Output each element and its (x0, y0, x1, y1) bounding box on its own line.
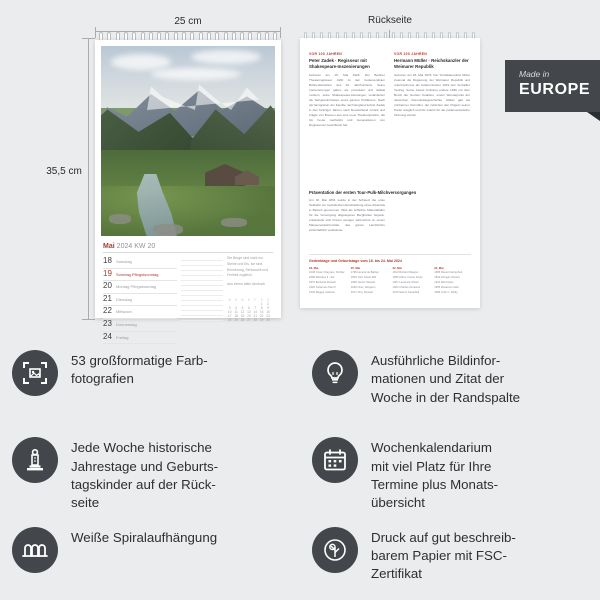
calendar-year: 2024 (116, 243, 133, 250)
calendar-day-number: 20 (103, 281, 112, 291)
height-dimension-label (34, 166, 94, 177)
anniversary-dates-title: Gedenktage und Geburtstage vom 18. bis 24. Mai 2024 (309, 259, 402, 263)
photo-rock (153, 224, 183, 235)
height-dimension (40, 38, 100, 320)
calendar-quote-text: Die Berge sind nicht nur Steine und Eis, sie sind Erinnerung, Sehnsucht und Freiheit zugleich. (227, 256, 269, 278)
mini-month-day[interactable]: 12 (240, 310, 245, 314)
mini-month-day[interactable]: 17 (227, 314, 232, 318)
mini-month-day[interactable]: 21 (253, 314, 258, 318)
anniversary-date-column (393, 266, 430, 296)
anniversary-date-heading: 22. Mai (392, 266, 402, 270)
mini-month-day[interactable]: 23 (266, 314, 270, 318)
feature-item (312, 336, 600, 423)
calendar-icon (312, 437, 358, 483)
height-tick-bottom (82, 319, 95, 320)
width-dimension-label (95, 16, 281, 27)
mini-month-weekday: S (260, 298, 263, 302)
calendar-week-note: KW 20 (134, 243, 156, 250)
mini-month-day[interactable]: 1 (260, 302, 263, 306)
anniversary-date-entry: 1946 Reggie Jackson (309, 290, 335, 294)
calendar-day-number: 18 (103, 256, 112, 265)
mini-month-day[interactable]: 15 (259, 310, 264, 314)
feature-text: Jede Woche historische Jahrestage und Geburts- tagskinder auf der Rück- seite (71, 440, 219, 511)
calendar-day-weekday: Freitag (116, 334, 129, 340)
feature-text: Wochenkalendarium mit viel Platz für Ihre Termine plus Monats- übersicht (371, 440, 499, 511)
anniversary-date-heading: 24. Mai (434, 266, 444, 270)
feature-text: 53 großformatige Farb- fotografien (71, 353, 208, 387)
feature-text: Weiße Spiralaufhängung (71, 529, 218, 545)
anniversary-date-entry: 1920 Johannes Paul II. (309, 285, 337, 289)
calendar-quote-source: Aus einem alten Almbuch (227, 282, 266, 287)
photo-cloud (111, 54, 171, 70)
calendar-day-number: 19 (103, 268, 112, 278)
calendar-front-page (95, 40, 281, 341)
height-tick-top (82, 38, 95, 39)
calendar-month-name: Mai (103, 243, 115, 250)
calendar-day-number: 23 (103, 318, 112, 328)
anniversary-date-entry: 1907 Laurence Olivier (392, 281, 419, 285)
mini-month-day[interactable]: 11 (234, 310, 238, 314)
article-kicker: VOR 100 JAHREN (394, 52, 428, 56)
calendar-day-weekday: Sonntag Pfingstsonntag (116, 271, 159, 277)
mini-month-day[interactable]: 4 (235, 306, 237, 310)
anniversary-date-entry: 1941 Bob Dylan (434, 281, 454, 285)
calendar-day-weekday: Mittwoch (116, 309, 132, 315)
spiral-binding-icon (12, 527, 58, 573)
anniversary-date-entry: 1965 John C. Reilly (434, 290, 458, 294)
calendar-day-row[interactable] (103, 281, 177, 294)
feature-list (0, 332, 600, 600)
mini-month-day[interactable]: 14 (253, 310, 258, 314)
anniversary-date-entry: 1813 Richard Wagner (392, 271, 419, 275)
calendar-photo (101, 46, 275, 236)
photo-rock (109, 214, 131, 224)
mini-month-day[interactable]: 16 (266, 310, 270, 314)
anniversary-date-entry: 1872 Bertrand Russell (309, 281, 336, 285)
mini-month-weekday: M (241, 298, 244, 302)
lower-article-headline: Präsentation der ersten Tour-Pulk-Milchversorgungen (309, 190, 417, 195)
anniversary-date-column (434, 266, 471, 296)
back-page-columns (309, 52, 471, 133)
calendar-day-number: 24 (103, 331, 112, 341)
anniversary-date-column (309, 266, 346, 296)
calendar-day-list (103, 256, 177, 344)
anniversary-dates-box (309, 254, 471, 296)
feature-text: Ausführliche Bildinfor- mationen und Zitat der Woche in der Randspalte (371, 353, 521, 405)
article-body: Geboren am 19. Mai 1926. Der Berliner Theaterregisseur zählt zu den bedeutendsten Bühnenkünstlern des 20. Jahrhunderts. Seine Inszenierungen galten als provokant und radikal modern, seine Shakespeare-Deutungen veränderten die Sehgewohnheiten eines ganzen Publikums. Nach der Emigration der Familie nach England kehrte Zadek in den fünfziger Jahren nach Deutschland zurück und prägte von Bremen aus eine neue Theatersprache, die bis heute nachwirkt und Generationen von Regisseuren beeinflusst hat. (309, 72, 385, 127)
calendar-day-row[interactable] (103, 319, 177, 332)
lightbulb-icon (312, 350, 358, 396)
badge-fold-corner (587, 112, 600, 121)
feature-item (12, 336, 300, 423)
back-lower-article (309, 190, 471, 233)
mini-month-day[interactable]: 2 (267, 302, 269, 306)
anniversary-date-entry: 1868 Nikolaus II., Zar (309, 276, 335, 280)
anniversary-date-heading: 18. Mai (309, 266, 319, 270)
mini-month-day[interactable]: 25 (234, 318, 238, 322)
back-article-column-1 (309, 52, 385, 133)
mini-month-weekday: M (228, 298, 232, 302)
mini-month-day[interactable]: 8 (260, 306, 263, 310)
feature-item (312, 423, 600, 512)
article-headline: Hermann Müller · Reichskanzler der Weimarer Republik (394, 58, 469, 69)
mini-month-week-row (227, 318, 273, 322)
back-article-column-2 (394, 52, 470, 133)
frame-photo-icon (12, 350, 58, 396)
calendar-day-number: 22 (103, 306, 112, 316)
anniversary-date-entry: 1806 John Stuart Mill (350, 276, 376, 280)
mini-month-day[interactable]: 7 (254, 306, 257, 310)
anniversary-date-entry: 1970 Naomi Campbell (392, 290, 420, 294)
mini-month-day[interactable]: 18 (234, 314, 238, 318)
mini-month-day[interactable]: 28 (253, 318, 258, 322)
mini-month-day[interactable]: 6 (247, 306, 250, 310)
mini-month-day[interactable]: 20 (247, 314, 251, 318)
mini-month-day[interactable]: 26 (240, 318, 245, 322)
calendar-mini-month (227, 298, 273, 322)
anniversary-date-entry: 1971 Tony Stewart (350, 290, 373, 294)
calendar-day-row[interactable] (103, 269, 177, 282)
feature-item (12, 423, 300, 512)
height-dimension-line (88, 38, 89, 320)
mini-month-weekday: D (234, 298, 238, 302)
anniversary-date-entry: 1908 James Stewart (350, 281, 376, 285)
calendar-back-page (300, 38, 480, 308)
calendar-day-number: 21 (103, 293, 112, 303)
mini-month-day[interactable]: 22 (259, 314, 264, 318)
fsc-tree-icon (312, 527, 358, 573)
monument-icon (12, 437, 58, 483)
badge-line-1: Made in (519, 69, 550, 79)
calendar-header-rule (103, 252, 273, 253)
calendar-day-row[interactable] (103, 294, 177, 307)
mini-month-day[interactable]: 13 (247, 310, 251, 314)
width-dimension-value: 25 cm (168, 16, 207, 27)
calendar-day-weekday: Montag Pfingstmontag (116, 284, 157, 290)
mini-month-day[interactable]: 27 (247, 318, 251, 322)
photo-rock (221, 218, 247, 227)
mini-month-day[interactable]: 5 (241, 306, 244, 310)
mini-month-day[interactable]: 19 (240, 314, 245, 318)
article-body: Geboren am 18. Mai 1876. Der Sozialdemokrat führte zweimal die Regierung der Weimarer Republik und unterzeichnete als Außenminister 1919 den Versailler Vertrag. Seine zweite Amtszeit endete 1930 mit dem Bruch der Großen Koalition, einem Wendepunkt der deutschen Demokratiegeschichte. Müller galt als nüchterner Vermittler, der zwischen den Flügeln seiner Partei ausglich und bis zuletzt für die parlamentarische Ordnung eintrat. (394, 72, 470, 117)
calendar-day-row[interactable] (103, 306, 177, 319)
mini-month-day[interactable]: 24 (227, 318, 232, 322)
mini-month-day[interactable]: 10 (227, 310, 232, 314)
anniversary-date-entry: 1946 Cher, Sängerin (350, 285, 376, 289)
anniversary-date-entry: 1048 Omar Chayyam, Dichter (309, 271, 345, 275)
lower-article-body: Am 18. Mai 1861 wurde in der Schweiz die erste Seilbahn zur touristischen Erschließung eines Alpentals in Betrieb genommen. Was als schlichte Materialbahn für die Versorgung abgelegener Berghütten begann, entwickelte sich binnen weniger Jahrzehnte zu einem Massenverkehrsmittel, das ganze Landstriche wirtschaftlich veränderte. (309, 198, 386, 232)
photo-cloud (151, 68, 241, 80)
photo-meadow (101, 186, 275, 236)
mini-month-day[interactable]: 9 (267, 306, 269, 310)
anniversary-dates-grid (309, 266, 471, 296)
article-headline: Peter Zadek · Regisseur mit Shakespeare-Inszenierungen (309, 58, 370, 69)
anniversary-date-entry: 1799 Honoré de Balzac (350, 271, 379, 275)
calendar-day-row[interactable] (103, 256, 177, 269)
mini-month-weekday: S (266, 298, 270, 302)
mini-month-weekday: D (247, 298, 251, 302)
back-side-label: Rückseite (368, 15, 412, 26)
calendar-day-weekday: Samstag (116, 259, 132, 264)
mini-month-day[interactable]: 29 (259, 318, 264, 322)
anniversary-date-entry: 1819 Königin Victoria (434, 276, 460, 280)
height-dimension-value: 35,5 cm (43, 164, 85, 179)
photo-cloud (191, 50, 261, 64)
anniversary-date-entry: 1686 Daniel Fahrenheit (434, 271, 463, 275)
mini-month-day[interactable]: 30 (266, 318, 270, 322)
mini-month-weekday: F (254, 298, 257, 302)
article-kicker: VOR 100 JAHREN (309, 52, 343, 56)
anniversary-date-entry: 1955 Rosanne Cash (434, 285, 459, 289)
calendar-quote-column (227, 256, 273, 288)
feature-text: Druck auf gut beschreib- barem Papier mit FSC- Zertifikat (371, 529, 516, 582)
calendar-day-weekday: Dienstag (116, 296, 132, 302)
feature-item (312, 513, 600, 600)
feature-item (12, 513, 300, 600)
made-in-europe-badge (505, 60, 600, 112)
anniversary-date-entry: 1859 Arthur Conan Doyle (392, 276, 423, 280)
calendar-month-header (103, 243, 155, 250)
anniversary-date-entry: 1924 Charles Aznavour (392, 285, 421, 289)
anniversary-date-heading: 20. Mai (350, 266, 361, 270)
anniversary-date-column (351, 266, 388, 296)
calendar-day-weekday: Donnerstag (116, 321, 137, 327)
mini-month-day[interactable]: 3 (228, 306, 231, 310)
badge-line-2: EUROPE (519, 81, 591, 99)
